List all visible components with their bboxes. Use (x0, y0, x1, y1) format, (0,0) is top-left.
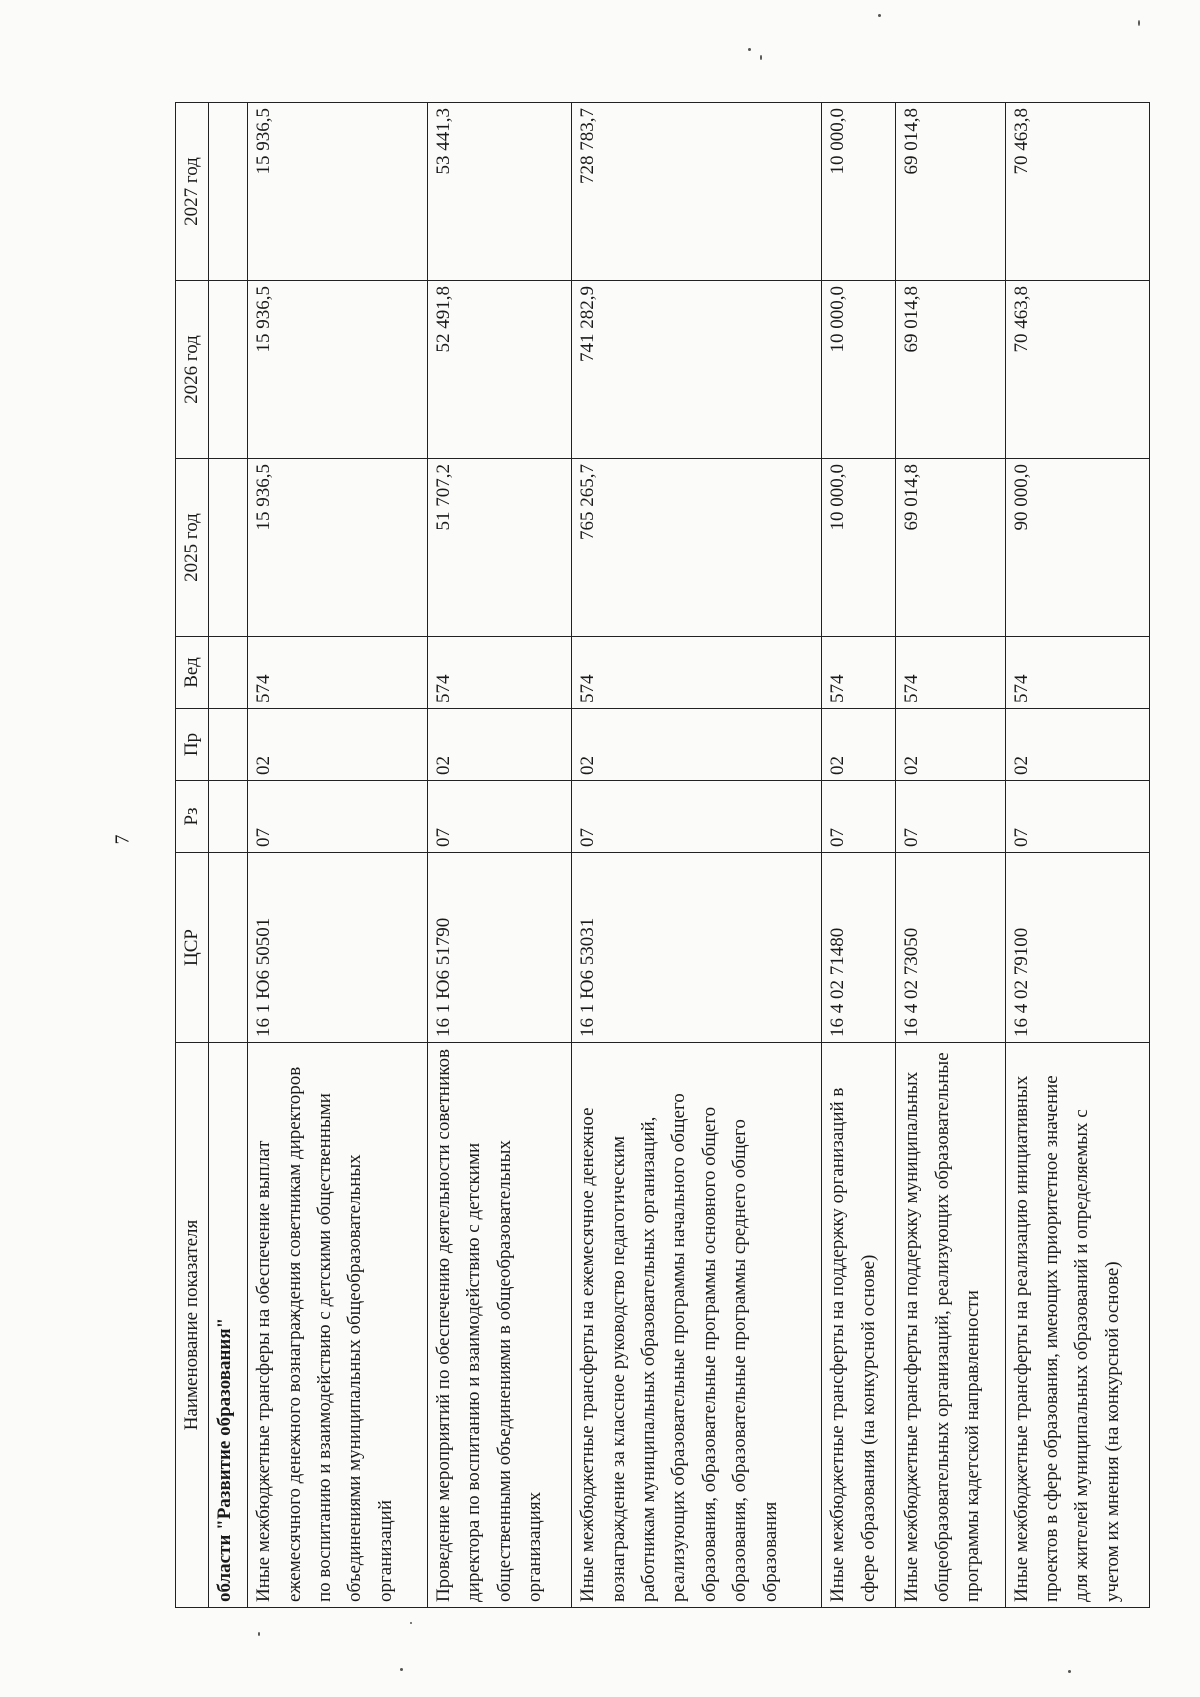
row-ved: 574 (427, 637, 571, 709)
table-row (572, 103, 822, 1608)
row-2027: 69 014,8 (896, 103, 1005, 281)
row-2026: 69 014,8 (896, 281, 1005, 459)
row-2025: 69 014,8 (896, 459, 1005, 637)
row-ved: 574 (248, 637, 428, 709)
scan-speck (258, 1632, 260, 1636)
row-ved: 574 (896, 637, 1005, 709)
row-name: Иные межбюджетные трансферты на реализацию инициативных проектов в сфере образования, имеющих приоритетное значение для жителей муниципальных образований и определяемых с учетом их мнения (на конкурсной основе) (1005, 1043, 1149, 1608)
row-rz: 07 (896, 781, 1005, 853)
section-row (209, 103, 248, 1608)
scan-speck (878, 14, 881, 17)
row-rz: 07 (1005, 781, 1149, 853)
row-2027: 15 936,5 (248, 103, 428, 281)
row-2026: 15 936,5 (248, 281, 428, 459)
table-header-row (176, 103, 209, 1608)
row-pr: 02 (1005, 709, 1149, 781)
row-csr: 16 4 02 71480 (822, 853, 896, 1043)
row-ved: 574 (822, 637, 896, 709)
row-name: Иные межбюджетные трансферты на ежемесячное денежное вознаграждение за классное руководство педагогическим работникам муниципальных образовательных организаций, реализующих образовательные программы начального общего образования, образовательные программы основного общего образования, образовательные программы среднего общего образования (572, 1043, 822, 1608)
row-2027: 70 463,8 (1005, 103, 1149, 281)
row-2026: 10 000,0 (822, 281, 896, 459)
row-csr: 16 1 Ю6 53031 (572, 853, 822, 1043)
row-2026: 741 282,9 (572, 281, 822, 459)
row-pr: 02 (822, 709, 896, 781)
scan-speck (400, 1668, 403, 1671)
row-ved: 574 (572, 637, 822, 709)
row-2026: 70 463,8 (1005, 281, 1149, 459)
scan-speck (1138, 20, 1140, 26)
row-csr: 16 1 Ю6 50501 (248, 853, 428, 1043)
scan-speck (1068, 1670, 1071, 1673)
scan-speck (410, 1622, 412, 1624)
row-2026: 52 491,8 (427, 281, 571, 459)
rotated-table-container (175, 103, 1150, 1608)
table-row (822, 103, 896, 1608)
row-2027: 10 000,0 (822, 103, 896, 281)
scan-speck (748, 48, 751, 51)
table-row (896, 103, 1005, 1608)
row-pr: 02 (896, 709, 1005, 781)
row-2025: 90 000,0 (1005, 459, 1149, 637)
header-csr: ЦСР (176, 853, 209, 1043)
row-2027: 53 441,3 (427, 103, 571, 281)
row-pr: 02 (248, 709, 428, 781)
row-rz: 07 (572, 781, 822, 853)
row-pr: 02 (427, 709, 571, 781)
row-rz: 07 (248, 781, 428, 853)
row-name: Иные межбюджетные трансферты на поддержку муниципальных общеобразовательных организаций, реализующих образовательные программы кадетской направленности (896, 1043, 1005, 1608)
budget-table (175, 102, 1150, 1608)
scan-speck (760, 55, 762, 60)
page-number: 7 (111, 834, 134, 845)
row-rz: 07 (427, 781, 571, 853)
header-2027: 2027 год (176, 103, 209, 281)
row-name: Проведение мероприятий по обеспечению деятельности советников директора по воспитанию и взаимодействию с детскими общественными объединениями в общеобразовательных организациях (427, 1043, 571, 1608)
row-csr: 16 1 Ю6 51790 (427, 853, 571, 1043)
header-2025: 2025 год (176, 459, 209, 637)
row-2025: 15 936,5 (248, 459, 428, 637)
header-rz: Рз (176, 781, 209, 853)
row-ved: 574 (1005, 637, 1149, 709)
row-2025: 765 265,7 (572, 459, 822, 637)
table-row (427, 103, 571, 1608)
row-pr: 02 (572, 709, 822, 781)
row-2025: 51 707,2 (427, 459, 571, 637)
row-csr: 16 4 02 79100 (1005, 853, 1149, 1043)
section-title: области "Развитие образования" (209, 1043, 248, 1608)
row-2027: 728 783,7 (572, 103, 822, 281)
table-row (248, 103, 428, 1608)
row-name: Иные межбюджетные трансферты на поддержку организаций в сфере образования (на конкурсной основе) (822, 1043, 896, 1608)
row-csr: 16 4 02 73050 (896, 853, 1005, 1043)
row-rz: 07 (822, 781, 896, 853)
header-pr: Пр (176, 709, 209, 781)
header-name: Наименование показателя (176, 1043, 209, 1608)
header-2026: 2026 год (176, 281, 209, 459)
row-name: Иные межбюджетные трансферы на обеспечение выплат ежемесячного денежного вознаграждения советникам директоров по воспитанию и взаимодействию с детскими общественными объединениями муниципальных общеобразовательных организаций (248, 1043, 428, 1608)
row-2025: 10 000,0 (822, 459, 896, 637)
header-ved: Вед (176, 637, 209, 709)
table-row (1005, 103, 1149, 1608)
